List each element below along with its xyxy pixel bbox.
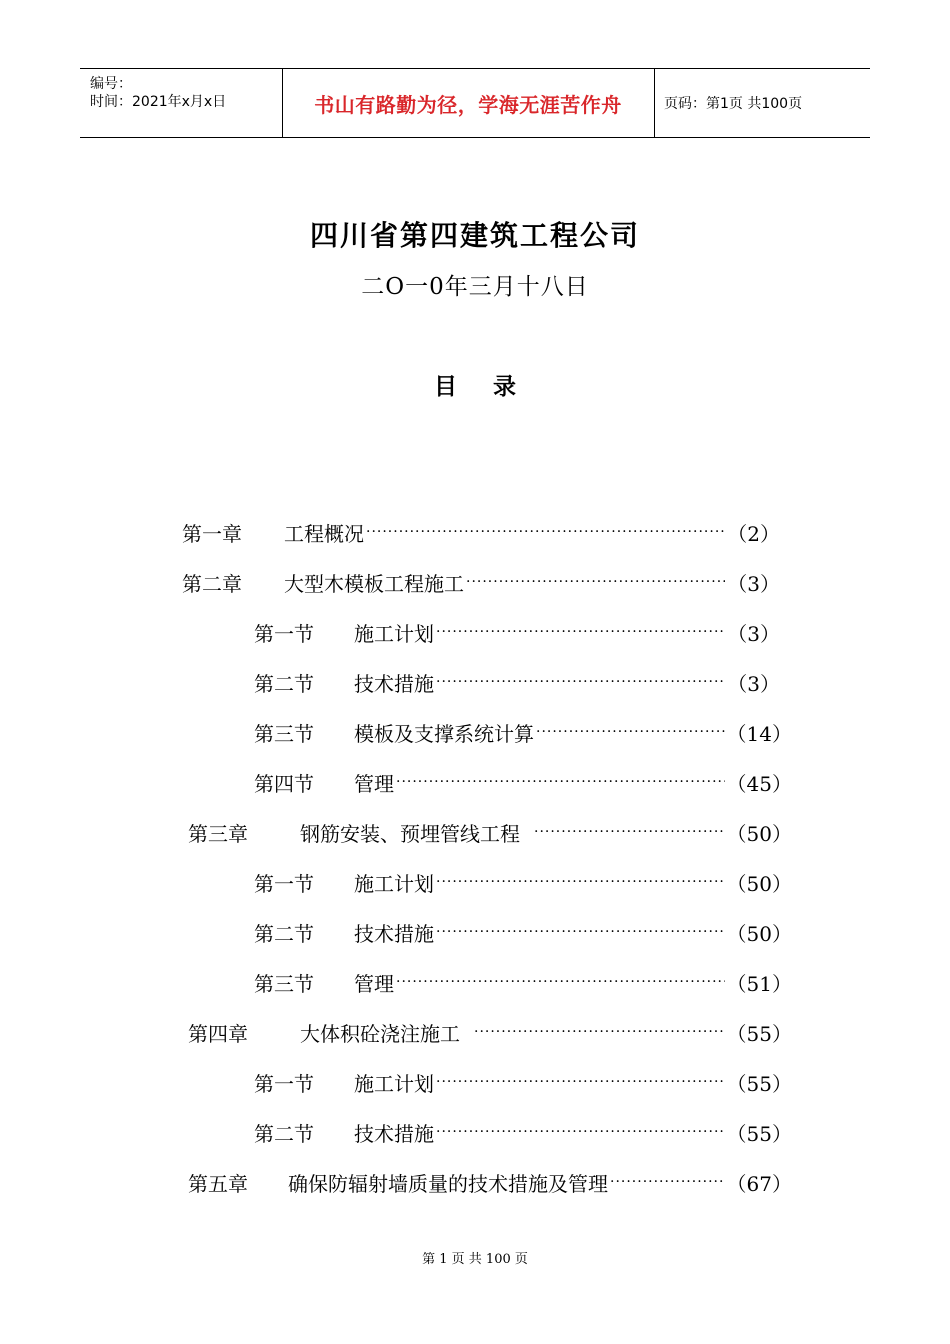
- toc-entry-title: 施工计划: [354, 1071, 434, 1096]
- toc-entry-title: 钢筋安装、预埋管线工程: [300, 821, 520, 846]
- toc-entry-number: 第四节: [254, 771, 314, 796]
- document-date: 二O一0年三月十八日: [361, 274, 589, 300]
- toc-leader-dots: [396, 966, 725, 998]
- toc-leader-dots: [534, 816, 725, 848]
- toc-entry-page: （3）: [727, 671, 780, 696]
- header-meta-cell: [80, 69, 283, 137]
- toc-entry-title: 施工计划: [354, 871, 434, 896]
- toc-leader-dots: [610, 1166, 725, 1198]
- toc-leader-dots: [436, 1116, 725, 1148]
- toc-entry-title: 确保防辐射墙质量的技术措施及管理: [288, 1171, 608, 1196]
- page-footer: 第 1 页 共 100 页: [422, 1252, 528, 1267]
- toc-entry-page: （45）: [726, 771, 792, 796]
- number-label: 编号：: [90, 76, 132, 92]
- header-page-cell: [654, 69, 870, 137]
- toc-entry-page: （50）: [726, 821, 792, 846]
- toc-entry-page: （14）: [726, 721, 792, 746]
- toc-entry[interactable]: [254, 616, 780, 648]
- toc-entry-page: （50）: [726, 871, 792, 896]
- header-table: [80, 68, 870, 138]
- toc-leader-dots: [466, 566, 725, 598]
- toc-leader-dots: [396, 766, 725, 798]
- toc-entry-title: 管理: [354, 771, 394, 796]
- toc-entry[interactable]: [254, 966, 792, 998]
- toc-entry-number: 第二节: [254, 1121, 314, 1146]
- toc-entry[interactable]: [188, 816, 792, 848]
- toc-entry-title: 技术措施: [354, 921, 434, 946]
- toc-leader-dots: [436, 666, 725, 698]
- toc-entry[interactable]: [188, 1016, 792, 1048]
- toc-entry-number: 第三节: [254, 971, 314, 996]
- toc-entry-page: （2）: [727, 521, 780, 546]
- toc-heading-char-2: 录: [493, 373, 516, 400]
- toc-leader-dots: [436, 616, 725, 648]
- toc-entry[interactable]: [254, 716, 792, 748]
- toc-entry-title: 管理: [354, 971, 394, 996]
- toc-entry-page: （3）: [727, 621, 780, 646]
- toc-entry-number: 第一节: [254, 1071, 314, 1096]
- toc-entry-title: 施工计划: [354, 621, 434, 646]
- company-title: 四川省第四建筑工程公司: [309, 219, 640, 252]
- toc-entry[interactable]: [254, 766, 792, 798]
- toc-leader-dots: [366, 516, 725, 548]
- toc-entry[interactable]: [188, 1166, 792, 1198]
- toc-entry-number: 第二节: [254, 671, 314, 696]
- toc-entry[interactable]: [182, 566, 780, 598]
- toc-entry-title: 大型木模板工程施工: [284, 571, 464, 596]
- toc-entry-title: 模板及支撑系统计算: [354, 721, 534, 746]
- toc-entry[interactable]: [182, 516, 780, 548]
- toc-entry-page: （51）: [726, 971, 792, 996]
- toc-entry-number: 第三章: [188, 821, 248, 846]
- toc-leader-dots: [436, 866, 725, 898]
- toc-entry-title: 技术措施: [354, 1121, 434, 1146]
- toc-entry-page: （55）: [726, 1121, 792, 1146]
- toc-entry-number: 第一章: [182, 521, 242, 546]
- toc-entry-number: 第一节: [254, 621, 314, 646]
- toc-entry-number: 第五章: [188, 1171, 248, 1196]
- toc-entry-number: 第二章: [182, 571, 242, 596]
- toc-entry-page: （55）: [726, 1071, 792, 1096]
- toc-entry-page: （3）: [727, 571, 780, 596]
- toc-entry-title: 工程概况: [284, 521, 364, 546]
- toc-leader-dots: [436, 1066, 725, 1098]
- toc-heading-char-1: 目: [433, 373, 457, 400]
- toc-leader-dots: [436, 916, 725, 948]
- toc-entry[interactable]: [254, 866, 792, 898]
- toc-entry-page: （67）: [726, 1171, 792, 1196]
- toc-entry-number: 第一节: [254, 871, 314, 896]
- toc-entry-title: 大体积砼浇注施工: [300, 1021, 460, 1046]
- toc-heading: [0, 368, 950, 401]
- time-label: 时间：2021年x月x日: [90, 94, 227, 110]
- toc-entry[interactable]: [254, 666, 780, 698]
- header-motto-cell: [282, 69, 655, 137]
- toc-entry-title: 技术措施: [354, 671, 434, 696]
- toc-leader-dots: [474, 1016, 725, 1048]
- toc-entry-number: 第四章: [188, 1021, 248, 1046]
- toc-entry[interactable]: [254, 916, 792, 948]
- toc-entry[interactable]: [254, 1116, 792, 1148]
- page-info: 页码：第1页 共100页: [664, 96, 803, 112]
- toc-entry-number: 第三节: [254, 721, 314, 746]
- toc-entry[interactable]: [254, 1066, 792, 1098]
- toc-entry-page: （55）: [726, 1021, 792, 1046]
- motto-text: 书山有路勤为径，学海无涯苦作舟: [314, 92, 622, 117]
- toc-leader-dots: [536, 716, 725, 748]
- toc-entry-number: 第二节: [254, 921, 314, 946]
- toc-entry-page: （50）: [726, 921, 792, 946]
